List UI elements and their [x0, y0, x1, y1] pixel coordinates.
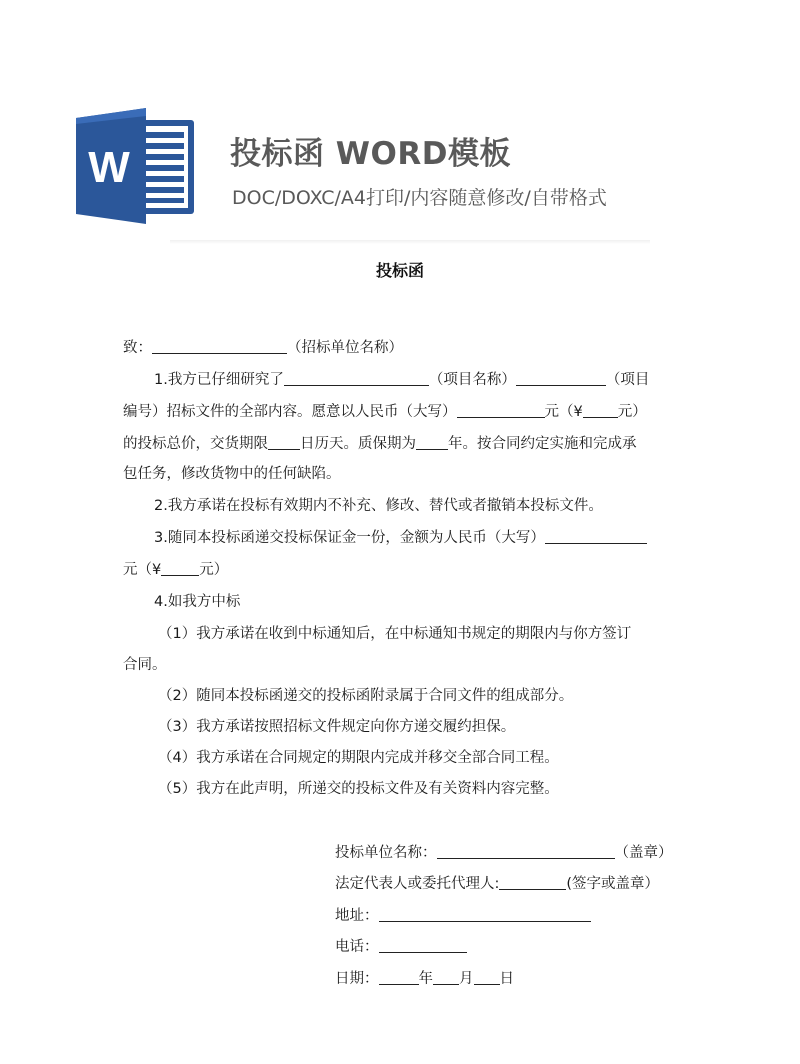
p4-item1-line1: （1）我方承诺在收到中标通知后，在中标通知书规定的期限内与你方签订: [158, 626, 632, 642]
bidder-name-blank[interactable]: [437, 843, 615, 859]
p2-line: 2.我方承诺在投标有效期内不补充、修改、替代或者撤销本投标文件。: [154, 498, 603, 514]
p1-line3: 的投标总价，交货期限 日历天。质保期为 年。按合同约定实施和完成承: [123, 436, 637, 452]
address-line: 地址：: [335, 906, 591, 926]
svg-text:W: W: [88, 143, 130, 192]
p4-item4: （4）我方承诺在合同规定的期限内完成并移交全部合同工程。: [158, 750, 559, 766]
p4-item3: （3）我方承诺按照招标文件规定向你方递交履约担保。: [158, 719, 516, 735]
banner-title: 投标函 WORD模板: [230, 136, 511, 172]
delivery-days-blank[interactable]: [268, 434, 300, 450]
warranty-years-blank[interactable]: [416, 434, 448, 450]
date-line: 日期： 年 月 日: [335, 971, 514, 987]
p1-line1: 1.我方已仔细研究了 （项目名称） （项目: [154, 372, 650, 388]
date-month-blank[interactable]: [433, 969, 459, 985]
p4-item1-line2: 合同。: [123, 657, 167, 673]
p4-item5: （5）我方在此声明，所递交的投标文件及有关资料内容完整。: [158, 781, 559, 797]
deposit-words-blank[interactable]: [545, 528, 647, 544]
document-title: 投标函: [375, 261, 424, 280]
phone-blank[interactable]: [379, 937, 467, 953]
p3-line1: 3.随同本投标函递交投标保证金一份，金额为人民币（大写）: [154, 528, 647, 548]
p1-line4: 包任务，修改货物中的任何缺陷。: [123, 466, 341, 482]
date-year-blank[interactable]: [379, 969, 419, 985]
p3-line2: 元（¥ 元）: [123, 562, 229, 578]
address-blank[interactable]: [379, 906, 591, 922]
representative-blank[interactable]: [499, 874, 566, 890]
p4-heading: 4.如我方中标: [154, 594, 241, 610]
deposit-number-blank[interactable]: [161, 560, 199, 576]
representative-line: 法定代表人或委托代理人: (签字或盖章）: [335, 876, 660, 892]
addressee-blank[interactable]: [152, 338, 287, 354]
date-day-blank[interactable]: [474, 969, 500, 985]
project-code-blank[interactable]: [516, 370, 606, 386]
p4-item2: （2）随同本投标函递交的投标函附录属于合同文件的组成部分。: [158, 688, 574, 704]
price-number-blank[interactable]: [583, 402, 618, 418]
p1-line2: 编号）招标文件的全部内容。愿意以人民币（大写） 元（¥ 元）: [123, 404, 647, 420]
phone-line: 电话：: [335, 937, 467, 957]
project-name-blank[interactable]: [284, 370, 429, 386]
banner-subtitle: DOC/DOXC/A4打印/内容随意修改/自带格式: [232, 187, 607, 209]
bidder-name-line: 投标单位名称： （盖章）: [335, 845, 673, 861]
price-words-blank[interactable]: [457, 402, 545, 418]
addressee-line: 致： （招标单位名称）: [123, 340, 403, 356]
